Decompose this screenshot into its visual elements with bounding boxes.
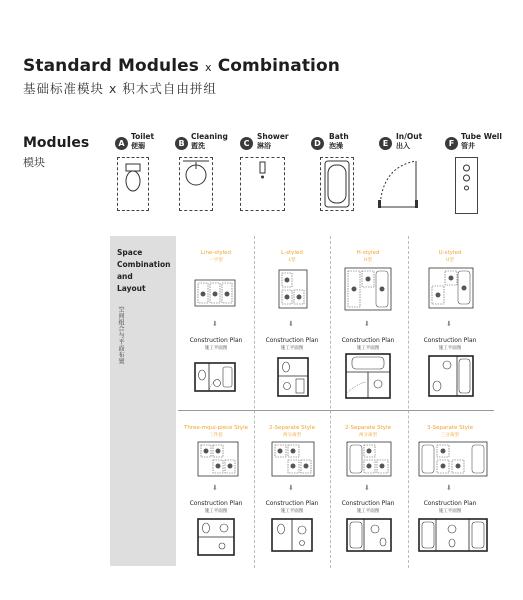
two-separate-construction-plan-2 (345, 517, 393, 553)
module-b-cn: 盥洗 (191, 142, 205, 150)
line-styled-layout (193, 278, 237, 308)
col-3-sub: H型 (364, 258, 372, 263)
row2-col-4-plan: Construction Plan (423, 500, 477, 507)
col-2-plan-cn: 施工平面图 (280, 346, 304, 351)
row2-col-3-plan-cn: 施工平面图 (356, 509, 380, 514)
module-c-shower-plan (240, 157, 285, 211)
down-arrow-icon: ⬇ (212, 320, 218, 328)
bathtub-icon (321, 158, 353, 210)
row2-col-3-sub: 两分离型 (359, 433, 377, 438)
two-separate-construction-plan-1 (270, 517, 314, 553)
page-subtitle-cn: 基础标准模块 x 积木式自由拼组 (23, 81, 217, 96)
module-d-cn: 泡澡 (329, 142, 343, 150)
module-a-badge: A (115, 137, 128, 150)
title-part-2: Combination (217, 56, 340, 76)
module-c-name: Shower (257, 132, 289, 141)
shower-icon (241, 158, 284, 210)
down-arrow-icon: ⬇ (212, 484, 218, 492)
l-styled-layout (277, 268, 309, 310)
column-separator (330, 236, 331, 568)
modules-heading-cn: 模块 (23, 156, 45, 169)
col-3-plan-cn: 施工平面图 (356, 346, 380, 351)
row2-col-4-plan-cn: 施工平面图 (438, 509, 462, 514)
module-b-name: Cleaning (191, 132, 228, 141)
title-times: x (205, 61, 212, 74)
row2-col-3-plan: Construction Plan (341, 500, 395, 507)
three-separate-construction-plan (417, 517, 489, 553)
module-e-cn: 出入 (396, 142, 410, 150)
module-a-name: Toilet (131, 132, 155, 141)
module-a-toilet-plan (117, 157, 149, 211)
down-arrow-icon: ⬇ (446, 320, 452, 328)
row2-col-2-sub: 两分离型 (283, 433, 301, 438)
module-f-tube-well-plan (455, 157, 478, 214)
module-c-cn: 淋浴 (257, 142, 271, 150)
l-styled-construction-plan (276, 356, 310, 398)
module-f-cn: 管井 (461, 142, 475, 150)
tube-well-icon (456, 158, 477, 213)
two-separate-layout-1 (270, 440, 316, 478)
module-e-badge: E (379, 137, 392, 150)
col-4-title: U-styled (438, 250, 462, 256)
module-c-badge: C (240, 137, 253, 150)
label-line-1: Space (117, 248, 143, 257)
toilet-icon (118, 158, 148, 210)
row2-col-2-plan: Construction Plan (265, 500, 319, 507)
module-d-badge: D (311, 137, 324, 150)
col-1-sub: 一字型 (209, 258, 223, 263)
col-4-plan-cn: 施工平面图 (438, 346, 462, 351)
col-4-plan: Construction Plan (423, 337, 477, 344)
column-separator (254, 236, 255, 568)
three-separate-layout (417, 440, 489, 478)
module-f-name: Tube Well (461, 132, 502, 141)
down-arrow-icon: ⬇ (446, 484, 452, 492)
space-combination-label-cn: 空间组合与平面布置 (117, 306, 124, 365)
col-2-plan: Construction Plan (265, 337, 319, 344)
row2-col-2-title: 2-Separate Style (269, 425, 315, 431)
module-f-badge: F (445, 137, 458, 150)
down-arrow-icon: ⬇ (364, 484, 370, 492)
row2-col-1-plan-cn: 施工平面图 (204, 509, 228, 514)
modules-heading: Modules (23, 135, 90, 151)
two-separate-layout-2 (345, 440, 393, 478)
row2-col-3-title: 2-Separate Style (345, 425, 391, 431)
h-styled-layout (343, 266, 393, 312)
col-1-plan: Construction Plan (189, 337, 243, 344)
col-3-title: H-styled (356, 250, 380, 256)
title-part-1: Standard Modules (23, 56, 199, 76)
line-styled-construction-plan (193, 361, 237, 393)
three-piece-layout (196, 440, 240, 478)
col-1-plan-cn: 施工平面图 (204, 346, 228, 351)
u-styled-layout (427, 266, 475, 310)
label-line-3: and (117, 272, 133, 281)
col-4-sub: U型 (446, 258, 454, 263)
down-arrow-icon: ⬇ (288, 320, 294, 328)
space-combination-label (117, 247, 177, 295)
module-e-name: In/Out (396, 132, 423, 141)
col-2-sub: L型 (288, 258, 296, 263)
row2-col-2-plan-cn: 施工平面图 (280, 509, 304, 514)
column-separator (408, 236, 409, 568)
u-styled-construction-plan (427, 354, 475, 398)
basin-icon (180, 158, 212, 210)
page-title (23, 56, 340, 76)
label-line-2: Combination (117, 260, 171, 269)
row2-col-4-sub: 三分离型 (441, 433, 459, 438)
module-b-basin-plan (179, 157, 213, 211)
label-line-4: Layout (117, 284, 146, 293)
row2-col-1-title: Three-mqui-piece Style (184, 425, 248, 431)
module-a-cn: 便溺 (131, 142, 145, 150)
col-2-title: L-styled (281, 250, 303, 256)
row-separator (178, 410, 494, 411)
three-piece-construction-plan (196, 517, 236, 557)
down-arrow-icon: ⬇ (288, 484, 294, 492)
module-b-badge: B (175, 137, 188, 150)
module-d-name: Bath (329, 132, 349, 141)
row2-col-1-sub: 三件套 (209, 433, 223, 438)
down-arrow-icon: ⬇ (364, 320, 370, 328)
row2-col-4-title: 3-Separate Style (427, 425, 473, 431)
col-3-plan: Construction Plan (341, 337, 395, 344)
col-1-title: Line-styled (200, 250, 232, 256)
module-d-bath-plan (320, 157, 354, 211)
h-styled-construction-plan (344, 352, 392, 400)
row2-col-1-plan: Construction Plan (189, 500, 243, 507)
door-swing-icon (374, 157, 422, 211)
